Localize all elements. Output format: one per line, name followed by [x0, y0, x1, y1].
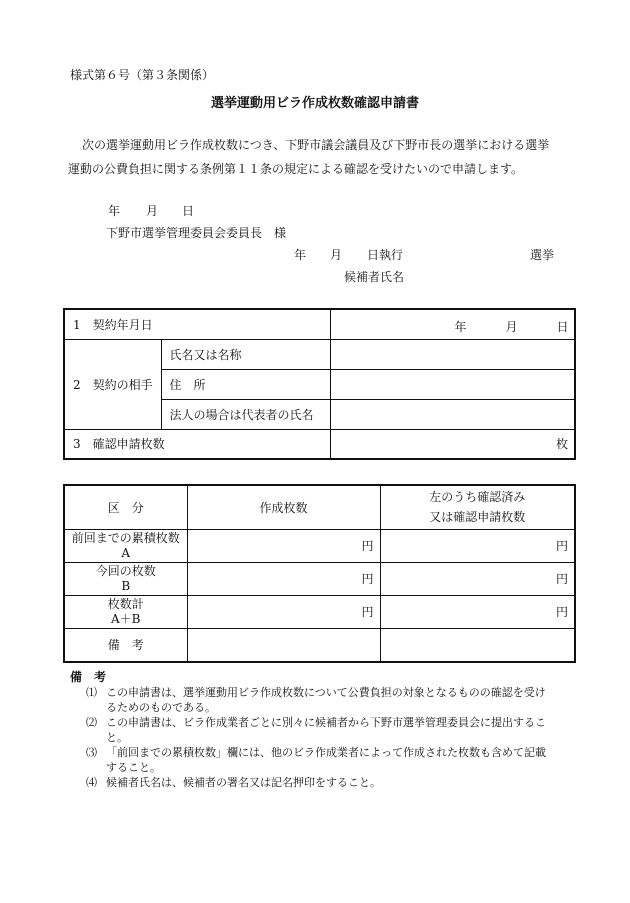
note-4-line1: 候補者氏名は、候補者の署名又は記名押印をすること。	[106, 776, 381, 789]
confirmed-header-line1: 左のうち確認済み	[429, 490, 526, 505]
note-1-line2: るためのものである。	[106, 701, 216, 714]
contract-date-day: 日	[556, 320, 569, 334]
confirmed-count-header	[380, 485, 575, 529]
note-1-num: ⑴	[86, 686, 97, 699]
election-label: 選挙	[530, 248, 555, 262]
note-2-line2: と。	[106, 731, 128, 744]
date-day: 日	[182, 204, 195, 218]
note-4	[106, 775, 576, 790]
requested-count-unit: 枚	[556, 437, 569, 452]
row-cumulative-unit1: 円	[361, 539, 374, 553]
row-current-label	[64, 562, 187, 595]
created-count-header: 作成枚数	[187, 485, 380, 529]
note-3-line2: すること。	[106, 761, 161, 774]
row-current-unit2: 円	[555, 572, 568, 586]
count-table	[63, 484, 576, 663]
requested-count-label: 3 確認申請枚数	[64, 429, 330, 459]
remarks-confirmed-field[interactable]	[380, 628, 575, 662]
form-number: 様式第６号（第３条関係）	[70, 68, 215, 82]
addressee: 下野市選挙管理委員会委員長 様	[106, 226, 287, 240]
row-cumulative-letter: A	[121, 545, 131, 560]
row-total-created[interactable]	[187, 595, 380, 628]
election-month: 月	[330, 248, 343, 262]
party-address-label: 住 所	[161, 369, 330, 399]
party-name-label: 氏名又は名称	[161, 339, 330, 369]
note-3-num: ⑶	[86, 746, 97, 759]
row-current-unit1: 円	[361, 572, 374, 586]
party-name-field[interactable]	[330, 339, 575, 369]
row-current-letter: B	[121, 578, 131, 593]
row-cumulative-unit2: 円	[555, 539, 568, 553]
category-header: 区 分	[64, 485, 187, 529]
note-2-num: ⑵	[86, 716, 97, 729]
party-representative-field[interactable]	[330, 399, 575, 429]
row-current-confirmed[interactable]	[380, 562, 575, 595]
notes-heading: 備 考	[70, 670, 107, 684]
election-day-exec: 日執行	[367, 248, 404, 262]
confirmed-header-line2: 又は確認申請枚数	[429, 510, 526, 525]
election-year: 年	[294, 248, 307, 262]
note-3-line1: 「前回までの累積枚数」欄には、他のビラ作成業者によって作成された枚数も含めて記載	[106, 746, 546, 759]
date-year: 年	[108, 204, 121, 218]
intro-line-2: 運動の公費負担に関する条例第１１条の規定による確認を受けたいので申請します。	[68, 162, 524, 176]
row-total-unit1: 円	[361, 605, 374, 619]
contract-date-cell[interactable]	[330, 309, 575, 339]
row-cumulative-label	[64, 529, 187, 562]
row-current-created[interactable]	[187, 562, 380, 595]
contract-party-label: 2 契約の相手	[64, 339, 161, 429]
document-title: 選挙運動用ビラ作成枚数確認申請書	[210, 96, 419, 111]
intro-line-1: 次の選挙運動用ビラ作成枚数につき、下野市議会議員及び下野市長の選挙における選挙	[82, 138, 550, 152]
requested-count-field[interactable]	[330, 429, 575, 459]
contract-date-label: 1 契約年月日	[64, 309, 330, 339]
note-2	[106, 715, 576, 745]
note-1	[106, 685, 576, 715]
row-cumulative-created[interactable]	[187, 529, 380, 562]
row-total-unit2: 円	[555, 605, 568, 619]
row-total-title: 枚数計	[107, 596, 144, 611]
row-total-label	[64, 595, 187, 628]
remarks-row-label: 備 考	[64, 628, 187, 662]
party-address-field[interactable]	[330, 369, 575, 399]
remarks-created-field[interactable]	[187, 628, 380, 662]
contract-table	[63, 308, 576, 460]
party-representative-label: 法人の場合は代表者の氏名	[161, 399, 330, 429]
date-month: 月	[146, 204, 159, 218]
note-2-line1: この申請書は、ビラ作成業者ごとに別々に候補者から下野市選挙管理委員会に提出するこ	[106, 716, 546, 729]
note-3	[106, 745, 576, 775]
note-1-line1: この申請書は、選挙運動用ビラ作成枚数について公費負担の対象となるものの確認を受け	[106, 686, 546, 699]
row-total-confirmed[interactable]	[380, 595, 575, 628]
contract-date-year: 年	[454, 320, 467, 334]
row-cumulative-confirmed[interactable]	[380, 529, 575, 562]
candidate-name-label: 候補者氏名	[344, 270, 405, 284]
row-total-letter: A＋B	[111, 611, 141, 626]
row-cumulative-title: 前回までの累積枚数	[71, 530, 180, 545]
note-4-num: ⑷	[86, 776, 97, 789]
row-current-title: 今回の枚数	[95, 563, 156, 578]
contract-date-month: 月	[505, 320, 518, 334]
